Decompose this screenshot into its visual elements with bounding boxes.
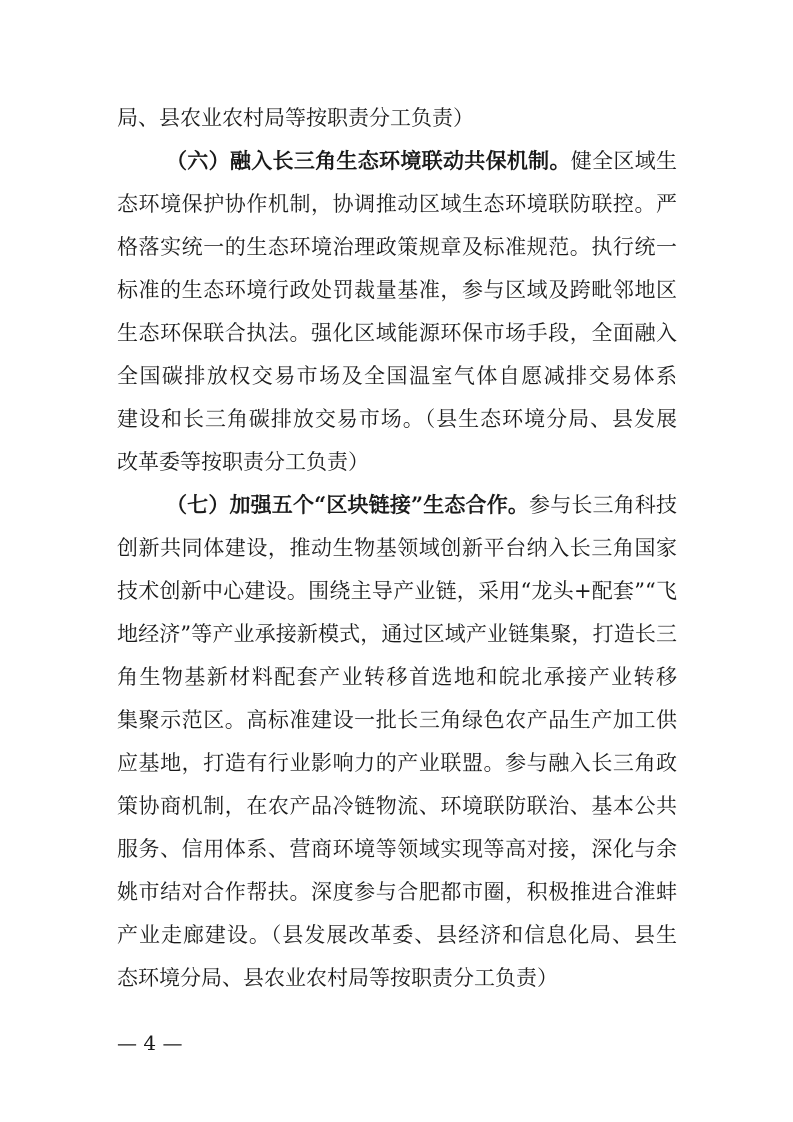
section-7-first-line-text: 参与长三角科技	[529, 493, 677, 517]
section-7-first-line	[166, 490, 677, 520]
section-7-line: 技术创新中心建设。围绕主导产业链，采用“龙头+配套”“飞	[117, 579, 677, 603]
section-6-line: 全国碳排放权交易市场及全国温室气体自愿减排交易体系	[117, 364, 677, 388]
section-7-line: 姚市结对合作帮扶。深度参与合肥都市圈，积极推进合淮蚌	[117, 880, 677, 904]
section-7-line: 角生物基新材料配套产业转移首选地和皖北承接产业转移	[117, 665, 677, 689]
section-6-first-line	[166, 146, 677, 176]
section-7-heading: （七）加强五个“区块链接”生态合作。	[166, 492, 530, 517]
section-6-line: 改革委等按职责分工负责）	[117, 450, 369, 474]
section-6-line: 生态环保联合执法。强化区域能源环保市场手段，全面融入	[117, 321, 677, 345]
section-6-line: 格落实统一的生态环境治理政策规章及标准规范。执行统一	[117, 235, 677, 259]
section-6-heading: （六）融入长三角生态环境联动共保机制。	[166, 148, 571, 173]
section-6-line: 态环境保护协作机制，协调推动区域生态环境联防联控。严	[117, 192, 677, 216]
section-7-line: 应基地，打造有行业影响力的产业联盟。参与融入长三角政	[117, 751, 677, 775]
section-7-line: 策协商机制，在农产品冷链物流、环境联防联治、基本公共	[117, 794, 677, 818]
section-6-line: 建设和长三角碳排放交易市场。（县生态环境分局、县发展	[117, 407, 677, 431]
section-7-line: 产业走廊建设。（县发展改革委、县经济和信息化局、县生	[117, 923, 677, 947]
section-7-line: 服务、信用体系、营商环境等领域实现等高对接，深化与余	[117, 837, 677, 861]
page-number: — 4 —	[117, 1031, 183, 1055]
section-7-line: 态环境分局、县农业农村局等按职责分工负责）	[117, 966, 558, 990]
section-7-line: 地经济”等产业承接新模式，通过区域产业链集聚，打造长三	[117, 622, 677, 646]
paragraph-line: 局、县农业农村局等按职责分工负责）	[117, 106, 474, 130]
section-7-line: 集聚示范区。高标准建设一批长三角绿色农产品生产加工供	[117, 708, 677, 732]
section-6-line: 标准的生态环境行政处罚裁量基准，参与区域及跨毗邻地区	[117, 278, 677, 302]
section-7-line: 创新共同体建设，推动生物基领域创新平台纳入长三角国家	[117, 536, 677, 560]
section-6-first-line-text: 健全区域生	[570, 149, 677, 173]
